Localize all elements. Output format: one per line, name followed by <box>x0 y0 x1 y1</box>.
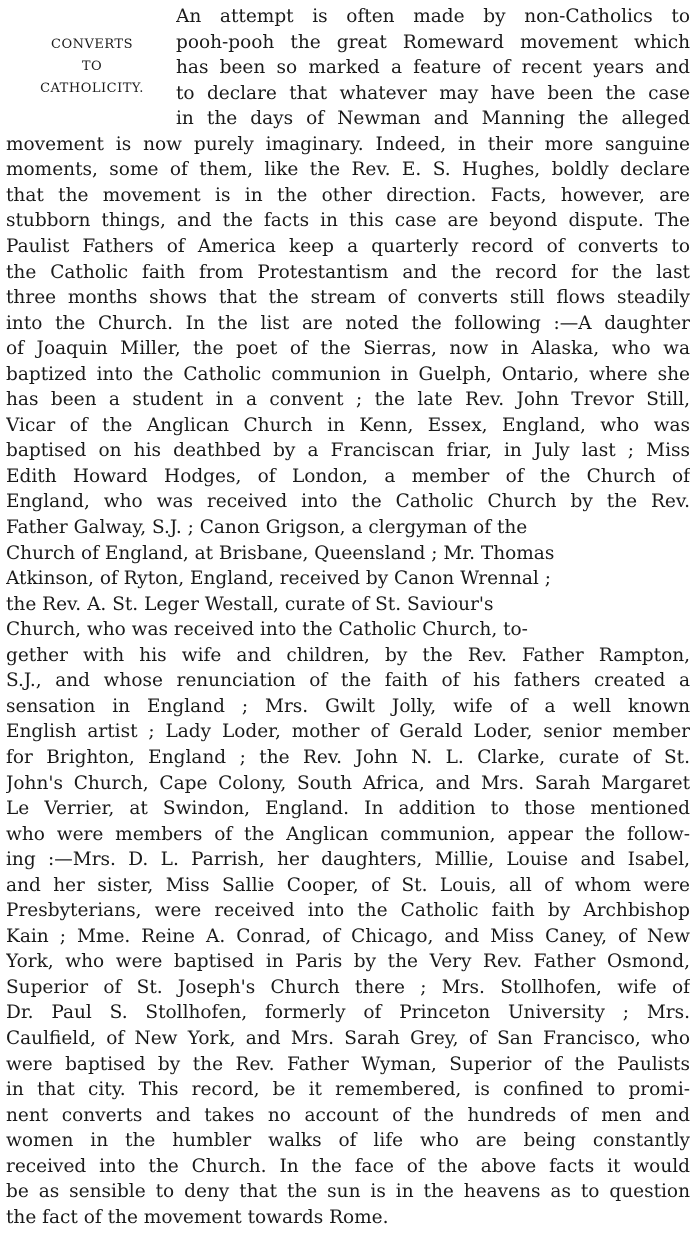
text-line: baptized into the Catholic communion in Guelph, Ontario, where she <box>6 363 690 385</box>
text-line: S.J., and whose renunciation of the faith of his fathers created a <box>6 670 690 692</box>
text-line: movement is now purely imaginary. Indeed, in their more sanguine <box>6 133 690 155</box>
text-line: stubborn things, and the facts in this case are beyond dispute. The <box>6 210 690 232</box>
text-line: gether with his wife and children, by the Rev. Father Rampton, <box>6 644 690 666</box>
text-line: has been so marked a feature of recent years and <box>176 57 690 79</box>
text-line: Church of England, at Brisbane, Queensland ; Mr. Thomas <box>6 542 555 564</box>
text-line: Paulist Fathers of America keep a quarterly record of converts to <box>6 235 690 257</box>
text-line: Edith Howard Hodges, of London, a member of the Church of <box>6 465 690 487</box>
text-line: were baptised by the Rev. Father Wyman, Superior of the Paulists <box>6 1053 690 1075</box>
text-line: into the Church. In the list are noted the following :—A daughter <box>6 312 690 334</box>
text-line: received into the Church. In the face of the above facts it would <box>6 1155 690 1177</box>
text-line: the fact of the movement towards Rome. <box>6 1206 389 1228</box>
text-line: Atkinson, of Ryton, England, received by Canon Wrennal ; <box>6 568 551 590</box>
text-line: three months shows that the stream of converts still flows steadily <box>6 287 690 309</box>
side-heading-line: CONVERTS <box>51 37 133 52</box>
text-line: England, who was received into the Catholic Church by the Rev. <box>6 491 690 513</box>
text-line: who were members of the Anglican communion, appear the follow- <box>6 823 690 845</box>
text-line: An attempt is often made by non-Catholics to <box>176 6 690 27</box>
text-line: Presbyterians, were received into the Catholic faith by Archbishop <box>6 900 690 922</box>
text-line: Church, who was received into the Catholic Church, to- <box>6 619 528 641</box>
text-line: Dr. Paul S. Stollhofen, formerly of Princeton University ; Mrs. <box>6 1002 690 1024</box>
text-line: Superior of St. Joseph's Church there ; Mrs. Stollhofen, wife of <box>6 976 690 998</box>
text-line: of Joaquin Miller, the poet of the Sierras, now in Alaska, who wa <box>6 338 690 360</box>
text-line: Caulfield, of New York, and Mrs. Sarah Grey, of San Francisco, who <box>6 1028 690 1049</box>
text-line: for Brighton, England ; the Rev. John N. L. Clarke, curate of St. <box>6 746 690 768</box>
text-line: Vicar of the Anglican Church in Kenn, Essex, England, who was <box>6 414 690 436</box>
text-line: baptised on his deathbed by a Franciscan friar, in July last ; Miss <box>6 440 690 462</box>
side-heading <box>12 34 172 100</box>
text-line: be as sensible to deny that the sun is in the heavens as to question <box>6 1181 690 1203</box>
text-line: to declare that whatever may have been the case <box>176 82 690 104</box>
text-line: that the movement is in the other direction. Facts, however, are <box>6 184 690 206</box>
text-line: in the days of Newman and Manning the alleged <box>176 108 690 130</box>
side-heading-line: TO <box>81 59 103 74</box>
text-line: has been a student in a convent ; the late Rev. John Trevor Still, <box>6 389 690 411</box>
text-line: nent converts and takes no account of the hundreds of men and <box>6 1104 690 1126</box>
text-line: John's Church, Cape Colony, South Africa, and Mrs. Sarah Margaret <box>6 772 690 794</box>
text-line: Father Galway, S.J. ; Canon Grigson, a clergyman of the <box>6 517 528 538</box>
text-line: and her sister, Miss Sallie Cooper, of St. Louis, all of whom were <box>6 874 690 896</box>
text-line: English artist ; Lady Loder, mother of Gerald Loder, senior member <box>6 721 690 743</box>
text-line: Le Verrier, at Swindon, England. In addition to those mentioned <box>6 798 690 820</box>
side-heading-line: CATHOLICITY. <box>40 81 144 96</box>
text-line: Kain ; Mme. Reine A. Conrad, of Chicago, and Miss Caney, of New <box>6 925 690 947</box>
text-line: the Catholic faith from Protestantism and the record for the last <box>6 261 690 283</box>
text-line: sensation in England ; Mrs. Gwilt Jolly, wife of a well known <box>6 695 690 717</box>
document-page <box>6 4 694 1235</box>
text-line: ing :—Mrs. D. L. Parrish, her daughters, Millie, Louise and Isabel, <box>6 849 690 871</box>
text-line: pooh-pooh the great Romeward movement which <box>176 31 690 53</box>
text-line: moments, some of them, like the Rev. E. S. Hughes, boldly declare <box>6 159 690 181</box>
text-line: in that city. This record, be it remembered, is confined to promi- <box>6 1079 690 1101</box>
text-line: women in the humbler walks of life who are being constantly <box>6 1130 690 1152</box>
text-line: York, who were baptised in Paris by the Very Rev. Father Osmond, <box>6 951 690 973</box>
text-line: the Rev. A. St. Leger Westall, curate of St. Saviour's <box>6 593 494 615</box>
